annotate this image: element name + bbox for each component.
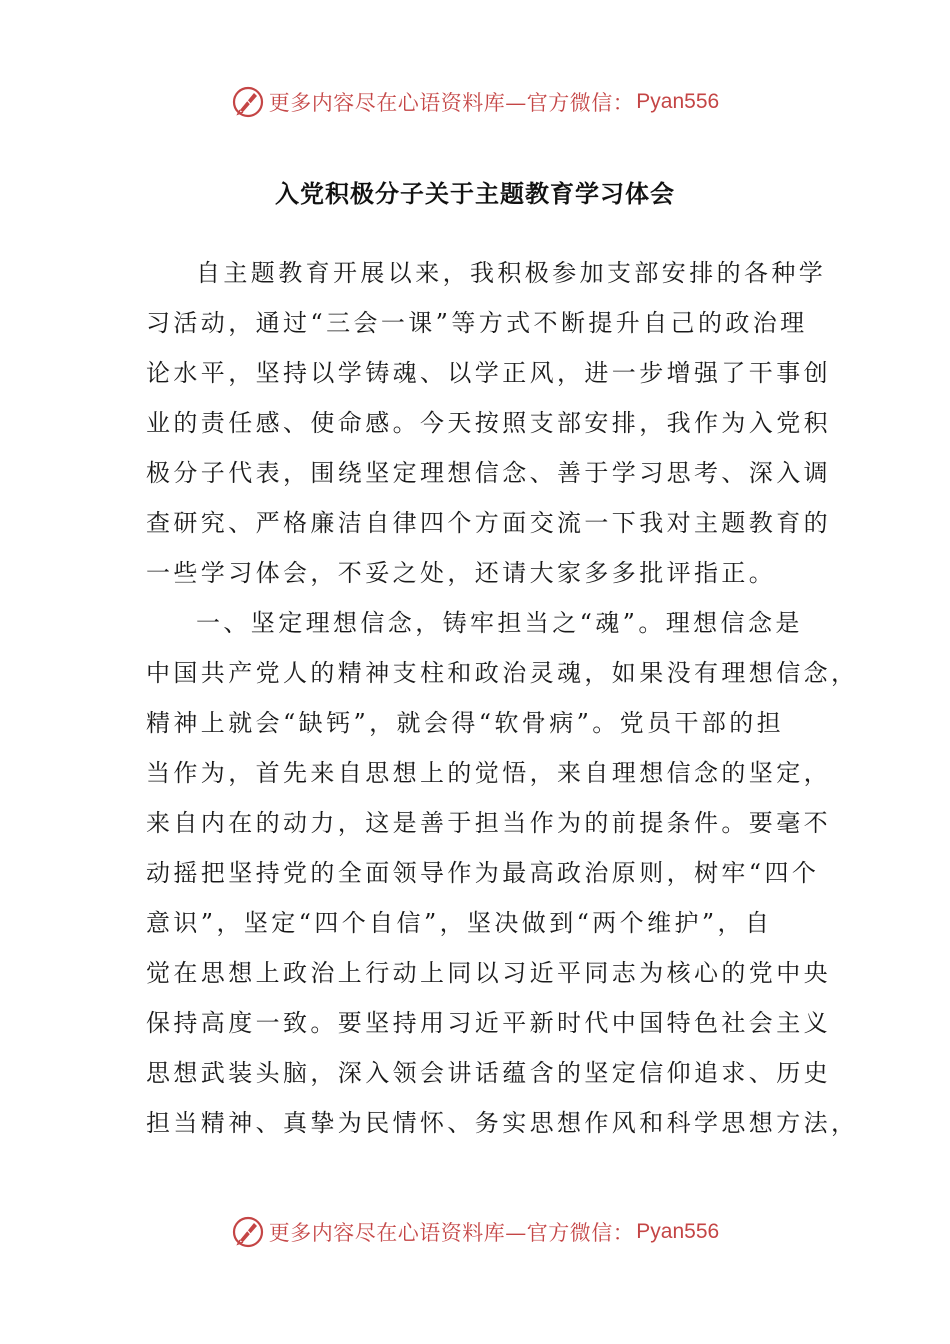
paragraph-line: 思想武装头脑，深入领会讲话蕴含的坚定信仰追求、历史	[146, 1059, 831, 1087]
pen-quill-logo-icon	[231, 1215, 265, 1249]
document-title: 入党积极分子关于主题教育学习体会	[275, 180, 675, 208]
banner-wechat-id: Pyan556	[636, 1220, 720, 1243]
pen-quill-logo-icon	[231, 85, 265, 119]
paragraph-line: 一些学习体会，不妥之处，还请大家多多批评指正。	[146, 559, 777, 587]
paragraph-line: 极分子代表，围绕坚定理想信念、善于学习思考、深入调	[146, 459, 831, 487]
header-watermark-banner	[0, 80, 950, 124]
document-body	[146, 248, 859, 1148]
footer-watermark-banner	[0, 1210, 950, 1254]
paragraph-line: 担当精神、真挚为民情怀、务实思想作风和科学思想方法，	[146, 1109, 859, 1137]
paragraph-line: 中国共产党人的精神支柱和政治灵魂，如果没有理想信念，	[146, 659, 859, 687]
paragraph-line: 习活动，通过“三会一课”等方式不断提升自己的政治理	[146, 309, 808, 337]
paragraph-line: 保持高度一致。要坚持用习近平新时代中国特色社会主义	[146, 1009, 831, 1037]
banner-wechat-id: Pyan556	[636, 90, 720, 113]
paragraph-line: 觉在思想上政治上行动上同以习近平同志为核心的党中央	[146, 959, 831, 987]
paragraph-line: 意识”，坚定“四个自信”，坚决做到“两个维护”，自	[146, 909, 773, 937]
banner-text: 更多内容尽在心语资料库—官方微信：	[268, 91, 635, 115]
paragraph-line: 自主题教育开展以来，我积极参加支部安排的各种学	[196, 259, 827, 287]
paragraph-line: 论水平，坚持以学铸魂、以学正风，进一步增强了干事创	[146, 359, 831, 387]
paragraph-line: 业的责任感、使命感。今天按照支部安排，我作为入党积	[146, 409, 831, 437]
paragraph-line: 一、坚定理想信念，铸牢担当之“魂”。理想信念是	[196, 609, 803, 637]
paragraph-line: 来自内在的动力，这是善于担当作为的前提条件。要毫不	[146, 809, 831, 837]
paragraph-line: 当作为，首先来自思想上的觉悟，来自理想信念的坚定，	[146, 759, 831, 787]
paragraph-line: 动摇把坚持党的全面领导作为最高政治原则，树牢“四个	[146, 859, 820, 887]
paragraph-line: 查研究、严格廉洁自律四个方面交流一下我对主题教育的	[146, 509, 831, 537]
paragraph-line: 精神上就会“缺钙”，就会得“软骨病”。党员干部的担	[146, 709, 785, 737]
banner-text: 更多内容尽在心语资料库—官方微信：	[268, 1221, 635, 1245]
